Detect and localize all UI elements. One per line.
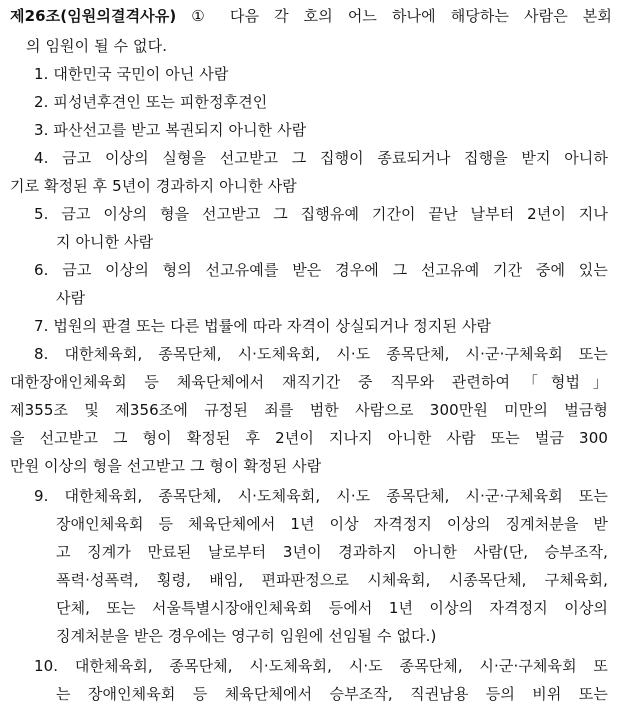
list-item: 1. 대한민국 국민이 아닌 사람: [34, 65, 229, 83]
article-number: 제26조: [10, 7, 61, 25]
list-item-continued: 지 아니한 사람: [56, 233, 154, 251]
list-item-continued: 고 징계가 만료된 날로부터 3년이 경과하지 아니한 사람(단, 승부조작,: [56, 543, 608, 561]
list-item: 3. 파산선고를 받고 복권되지 아니한 사람: [34, 121, 307, 139]
list-item: 9. 대한체육회, 종목단체, 시·도체육회, 시·도 종목단체, 시·군·구체육회 또는: [34, 487, 608, 505]
list-item: 8. 대한체육회, 종목단체, 시·도체육회, 시·도 종목단체, 시·군·구체육회 또는: [34, 345, 608, 363]
article-title: (임원의결격사유): [60, 7, 177, 25]
article-intro-continued: 의 임원이 될 수 없다.: [26, 37, 168, 55]
list-item: 4. 금고 이상의 실형을 선고받고 그 집행이 종료되거나 집행을 받지 아니하: [34, 149, 608, 167]
list-item-continued: 징계처분을 받은 경우에는 영구히 임원에 선임될 수 없다.): [56, 627, 437, 645]
list-item-continued: 을 선고받고 그 형이 확정된 후 2년이 지나지 아니한 사람 또는 벌금 300: [10, 429, 608, 447]
list-item-continued: 만원 이상의 형을 선고받고 그 형이 확정된 사람: [10, 457, 322, 475]
list-item-continued: 대한장애인체육회 등 체육단체에서 재직기간 중 직무와 관련하여「형법」: [10, 373, 608, 391]
list-item-continued: 제355조 및 제356조에 규정된 죄를 범한 사람으로 300만원 미만의 벌금형: [10, 401, 608, 419]
list-item-continued: 단체, 또는 서울특별시장애인체육회 등에서 1년 이상의 자격정지 이상의: [56, 599, 608, 617]
list-item: 10. 대한체육회, 종목단체, 시·도체육회, 시·도 종목단체, 시·군·구체육회 또: [34, 657, 608, 675]
article-heading-line: [10, 6, 612, 26]
list-item-continued: 폭력·성폭력, 횡령, 배임, 편파판정으로 시체육회, 시종목단체, 구체육회,: [56, 571, 608, 589]
list-item: 6. 금고 이상의 형의 선고유예를 받은 경우에 그 선고유예 기간 중에 있는: [34, 261, 608, 279]
list-item: 7. 법원의 판결 또는 다른 법률에 따라 자격이 상실되거나 정지된 사람: [34, 317, 492, 335]
list-item-continued: 는 장애인체육회 등 체육단체에서 승부조작, 직권남용 등의 비위 또는: [56, 685, 608, 703]
list-item-continued: 장애인체육회 등 체육단체에서 1년 이상 자격정지 이상의 징계처분을 받: [56, 515, 608, 533]
list-item-continued: 기로 확정된 후 5년이 경과하지 아니한 사람: [10, 177, 297, 195]
list-item-continued: 사람: [56, 289, 86, 307]
list-item: 2. 피성년후견인 또는 피한정후견인: [34, 93, 268, 111]
article-intro: ① 다음 각 호의 어느 하나에 해당하는 사람은 본회: [191, 7, 612, 25]
list-item: 5. 금고 이상의 형을 선고받고 그 집행유예 기간이 끝난 날부터 2년이 지나: [34, 205, 608, 223]
